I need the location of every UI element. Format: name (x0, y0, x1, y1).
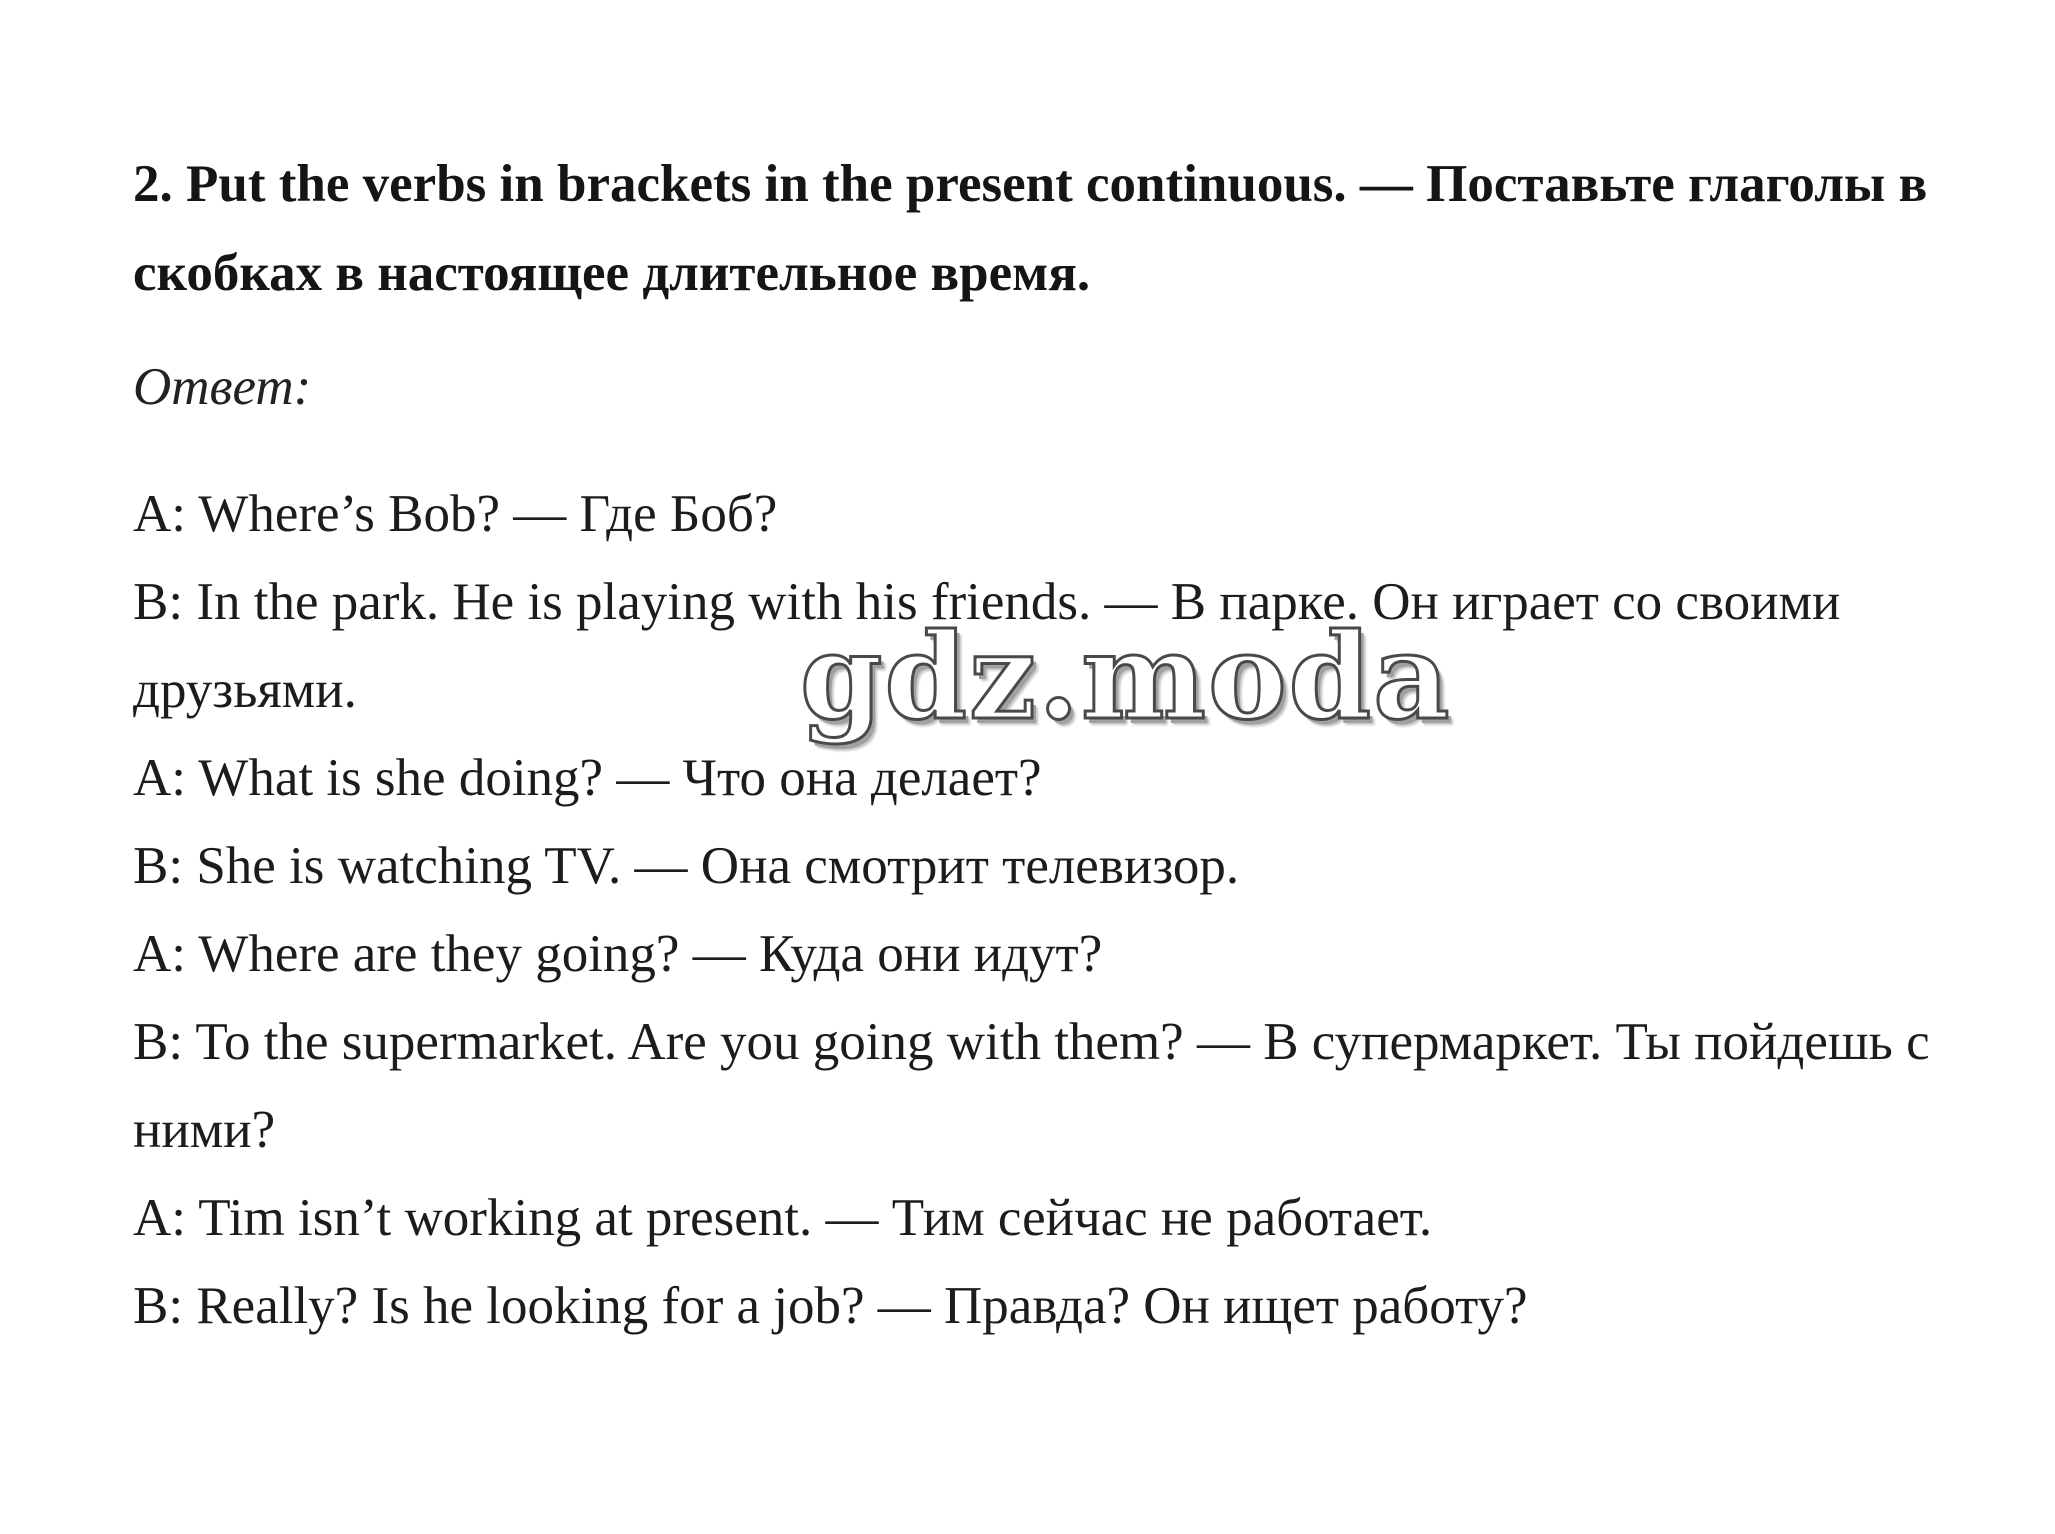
dialogue-line: B: Really? Is he looking for a job? — Правда? Он ищет работу? (133, 1277, 1528, 1335)
dialogue-line: B: In the park. He is playing with his friends. — В парке. Он играет со своими друзьями. (133, 573, 1841, 719)
dialogue-line: B: She is watching TV. — Она смотрит телевизор. (133, 837, 1240, 895)
dialogue-line: A: Where’s Bob? — Где Боб? (133, 485, 778, 543)
watermark-logo: gdz.moda (800, 607, 1452, 746)
dialogue-line: A: Tim isn’t working at present. — Тим сейчас не работает. (133, 1189, 1433, 1247)
dialogue-line: A: What is she doing? — Что она делает? (133, 749, 1042, 807)
dialogue-line: B: To the supermarket. Are you going with them? — В супермаркет. Ты пойдешь с ними? (133, 1013, 1930, 1159)
dialogue-block (133, 470, 1933, 1350)
dialogue-line: A: Where are they going? — Куда они идут? (133, 925, 1103, 983)
exercise-heading: 2. Put the verbs in brackets in the present continuous. — Поставьте глаголы в скобках в настоящее длительное время. (133, 155, 1928, 302)
answer-label: Ответ: (133, 358, 312, 416)
